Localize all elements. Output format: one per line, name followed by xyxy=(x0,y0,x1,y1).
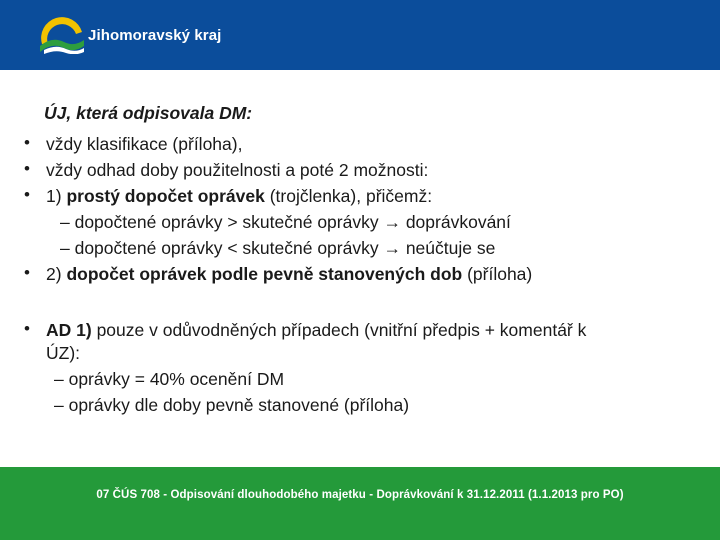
sub-list-item: – oprávky dle doby pevně stanovené (příloha) xyxy=(54,395,410,415)
item-text: (příloha) xyxy=(462,264,533,284)
bullet-dot-icon: • xyxy=(24,159,30,178)
list-item-continuation: ÚZ): xyxy=(46,343,81,363)
jihomoravsky-kraj-logo-icon xyxy=(38,16,86,54)
sub-list-item: – dopočtené oprávky > skutečné oprávky → doprávkování xyxy=(60,212,511,232)
list-item xyxy=(46,185,432,207)
bullet-dot-icon: • xyxy=(24,133,30,152)
item-text: pouze v odůvodněných případech (vnitřní předpis + komentář k xyxy=(91,320,587,340)
sub-list-item: – dopočtené oprávky < skutečné oprávky → neúčtuje se xyxy=(60,238,496,258)
bullet-dot-icon: • xyxy=(24,263,30,282)
list-item: vždy klasifikace (příloha), xyxy=(46,134,243,154)
bullet-dot-icon: • xyxy=(24,319,30,338)
item-emphasis: dopočet oprávek podle pevně stanovených dob xyxy=(66,264,463,284)
item-text: (trojčlenka), přičemž: xyxy=(264,186,433,206)
item-number: 1) xyxy=(46,186,67,206)
sub-list-item: – oprávky = 40% ocenění DM xyxy=(54,369,285,389)
list-item xyxy=(46,319,586,341)
bullet-dot-icon: • xyxy=(24,185,30,204)
list-item xyxy=(46,263,532,285)
list-item: vždy odhad doby použitelnosti a poté 2 možnosti: xyxy=(46,160,429,180)
header-bar xyxy=(0,0,720,70)
footer-text: 07 ČÚS 708 - Odpisování dlouhodobého majetku - Doprávkování k 31.12.2011 (1.1.2013 pro PO) xyxy=(96,489,624,501)
brand-name: Jihomoravský kraj xyxy=(88,27,222,44)
item-number: 2) xyxy=(46,264,67,284)
item-emphasis: prostý dopočet oprávek xyxy=(66,186,265,206)
slide-subtitle: ÚJ, která odpisovala DM: xyxy=(44,103,253,123)
footer-bar xyxy=(0,467,720,540)
item-emphasis: AD 1) xyxy=(46,320,92,340)
